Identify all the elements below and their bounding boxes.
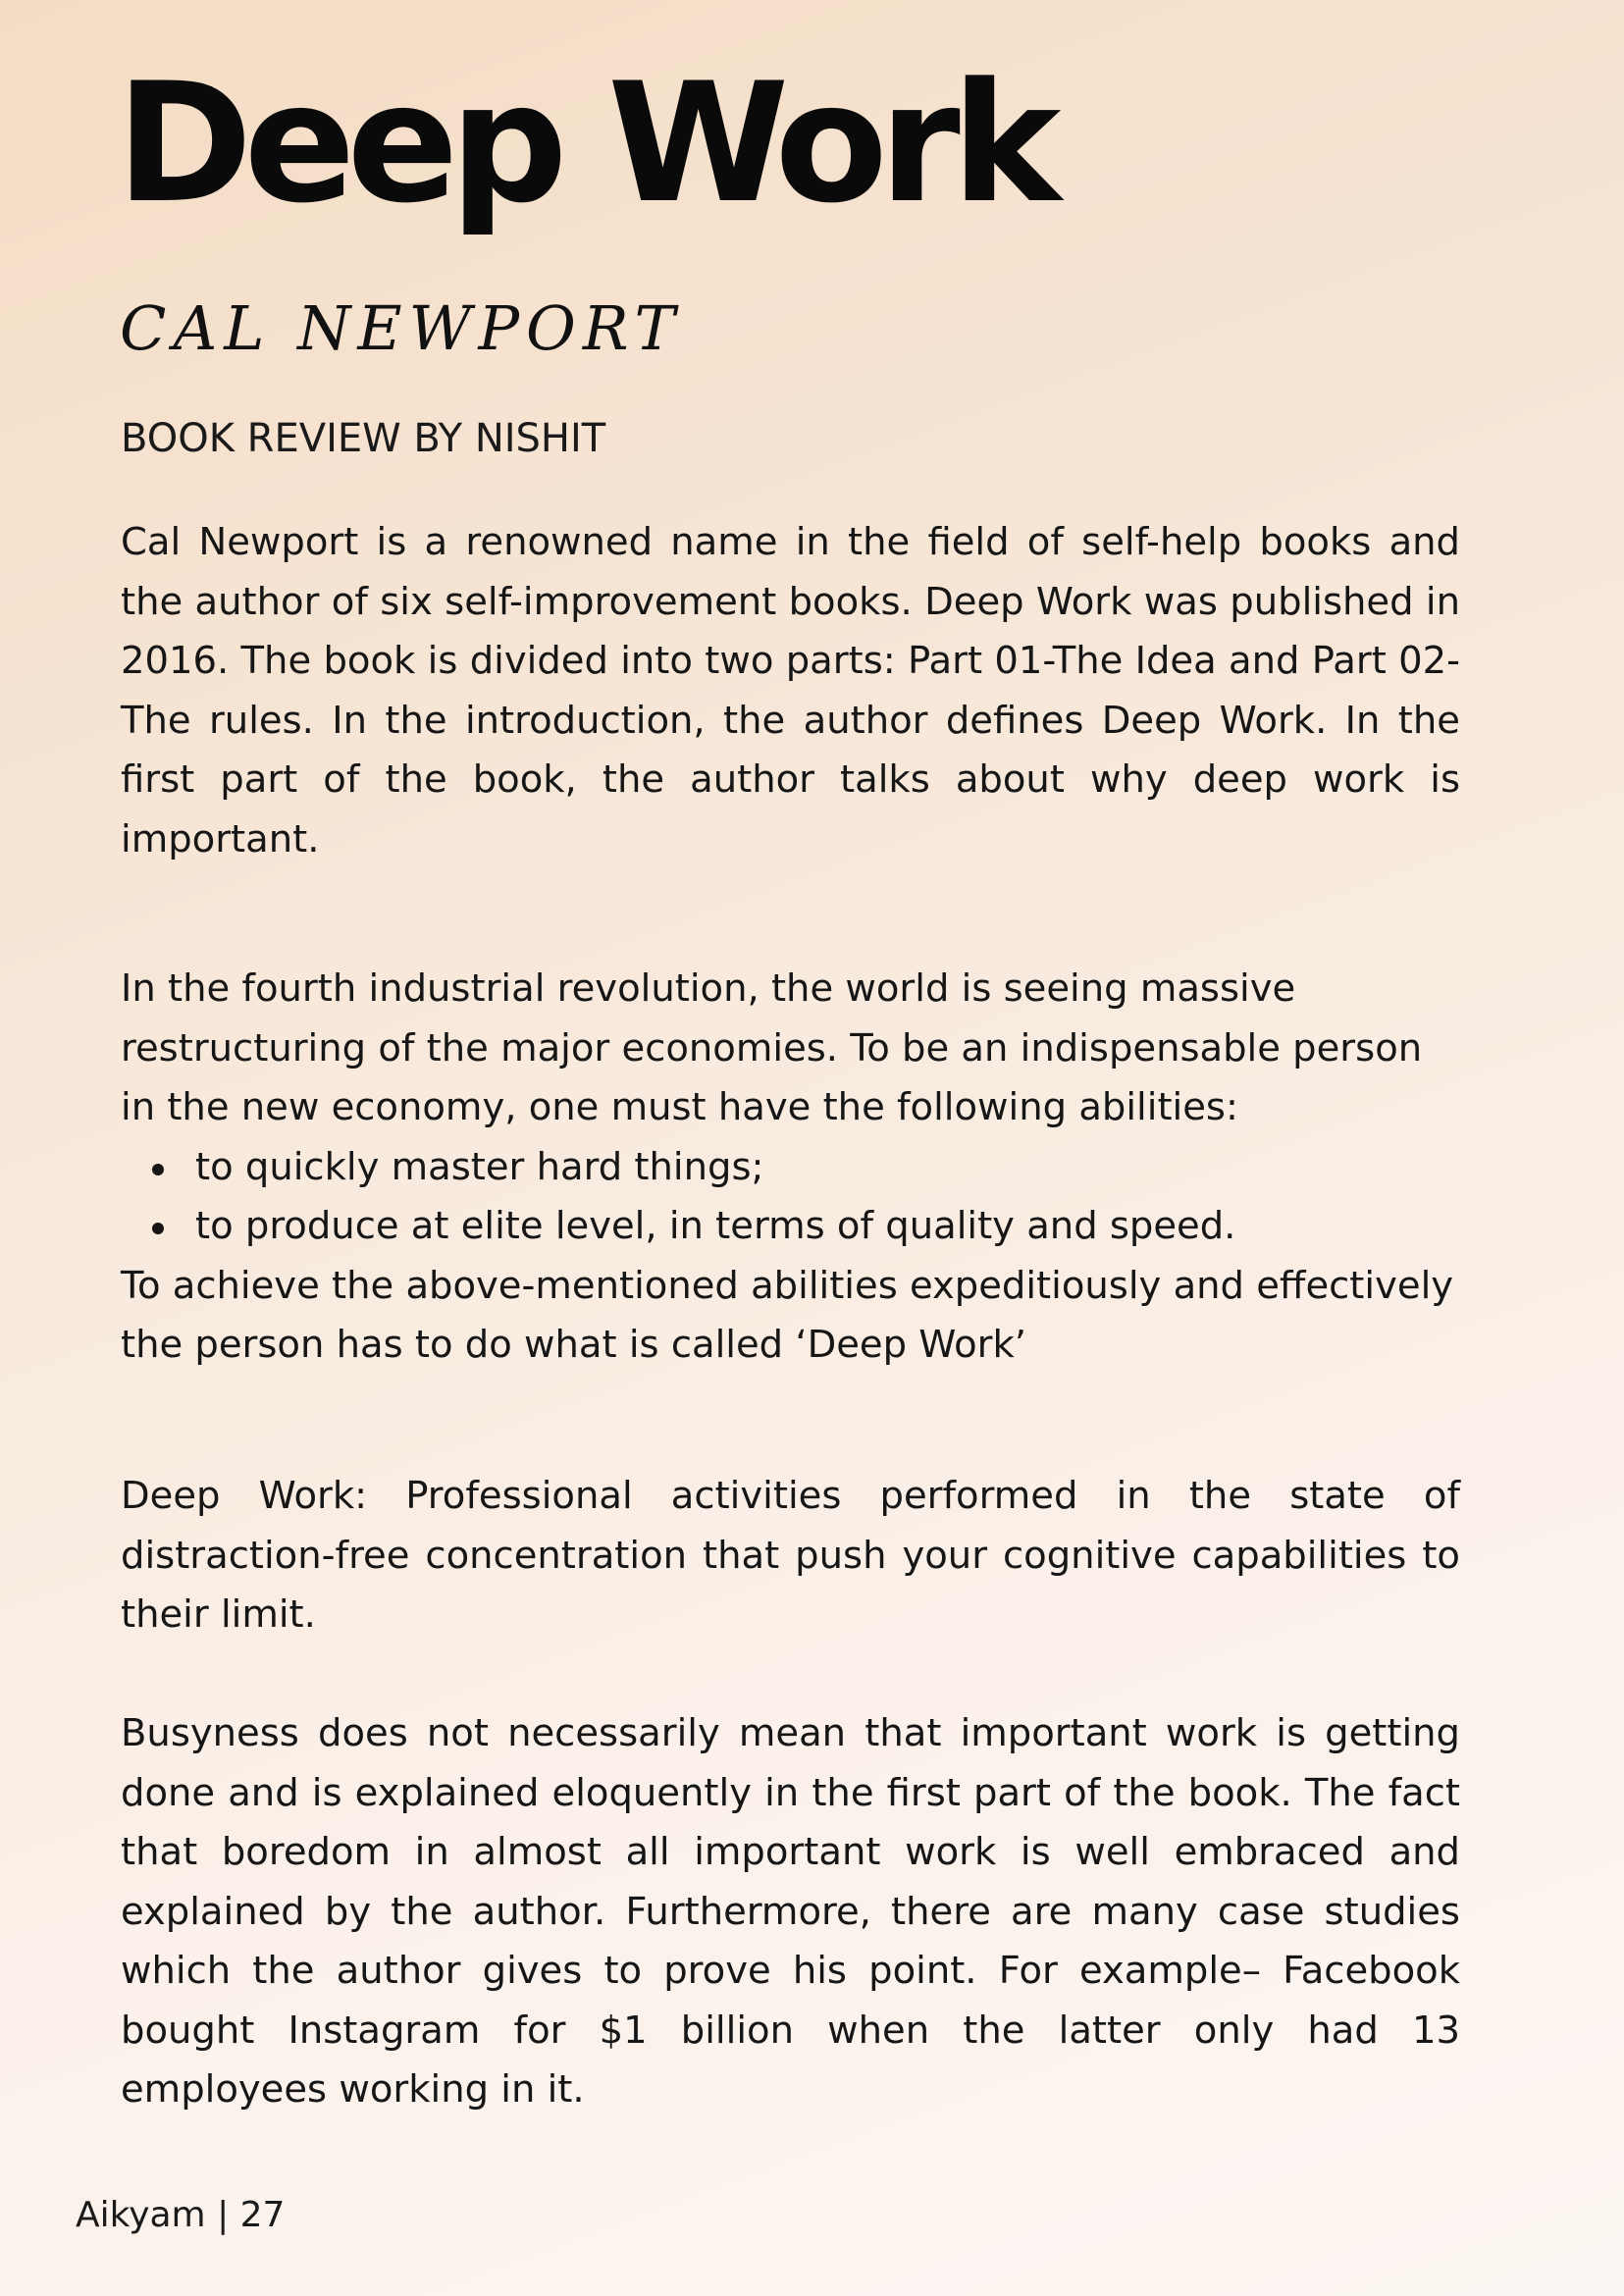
bullet-icon (152, 1164, 164, 1175)
list-item (121, 1138, 1460, 1198)
book-author: CAL NEWPORT (120, 292, 682, 364)
economy-section (121, 960, 1460, 1376)
book-title: Deep Work (116, 47, 1053, 239)
page-footer: Aikyam | 27 (76, 2195, 286, 2235)
busyness-paragraph: Busyness does not necessarily mean that important work is getting done and is explained eloquently in the first part of the book. The fact that boredom in almost all important work is well embraced and explained by the author. Furthermore, there are many case studies which the author gives to prove his point. For example– Facebook bought Instagram for $1 billion when the latter only had 13 employees working in it. (121, 1711, 1460, 2112)
list-item-text: to quickly master hard things; (195, 1144, 764, 1189)
list-item (121, 1197, 1460, 1257)
achieve-paragraph: To achieve the above-mentioned abilities expeditiously and effectively the person has to do what is called ‘Deep Work’ (121, 1263, 1454, 1367)
intro-paragraph: Cal Newport is a renowned name in the field of self-help books and the author of six self-improvement books. Deep Work was published in 2016. The book is divided into two parts: Part 01-The Idea and Part 02- The rules. In the introduction, the author defines Deep Work. In the first part of the book, the author talks about why deep work is important. (121, 520, 1460, 861)
list-item-text: to produce at elite level, in terms of quality and speed. (195, 1204, 1236, 1248)
bullet-icon (152, 1223, 164, 1234)
definition-paragraph: Deep Work: Professional activities performed in the state of distraction-free concentration that push your cognitive capabilities to their limit. (121, 1474, 1460, 1637)
review-byline: BOOK REVIEW BY NISHIT (121, 416, 606, 461)
abilities-list (121, 1138, 1460, 1257)
economy-paragraph: In the fourth industrial revolution, the world is seeing massive restructuring of the major economies. To be an indispensable person in the new economy, one must have the following abilities: (121, 966, 1423, 1129)
